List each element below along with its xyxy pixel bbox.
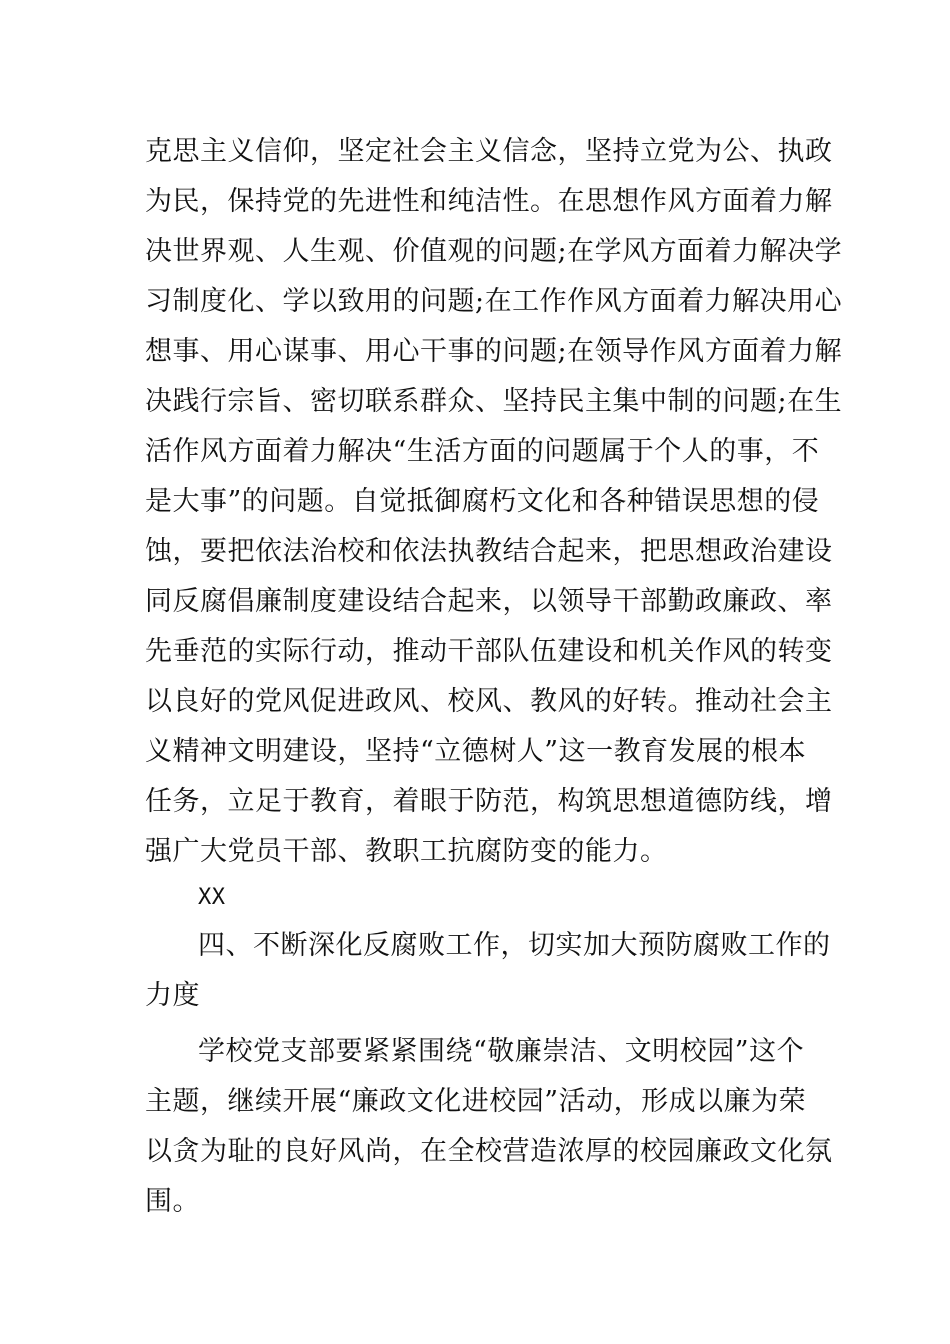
section-marker: XX — [198, 885, 226, 910]
paragraph-2-line: 围。 — [145, 1186, 200, 1217]
section-heading-line: 四、不断深化反腐败工作，切实加大预防腐败工作的 — [198, 930, 831, 961]
paragraph-1-line: 决践行宗旨、密切联系群众、坚持民主集中制的问题;在生 — [145, 386, 843, 417]
paragraph-1-line: 想事、用心谋事、用心干事的问题;在领导作风方面着力解 — [145, 336, 843, 367]
paragraph-1-line: 为民，保持党的先进性和纯洁性。在思想作风方面着力解 — [145, 186, 833, 217]
paragraph-1-line: 义精神文明建设，坚持“立德树人”这一教育发展的根本 — [145, 736, 807, 767]
section-heading-line: 力度 — [145, 980, 200, 1011]
paragraph-2-line: 学校党支部要紧紧围绕“敬廉崇洁、文明校园”这个 — [198, 1036, 805, 1067]
paragraph-1-line: 以良好的党风促进政风、校风、教风的好转。推动社会主 — [145, 686, 833, 717]
paragraph-1-line: 活作风方面着力解决“生活方面的问题属于个人的事，不 — [145, 436, 820, 467]
paragraph-1-line: 是大事”的问题。自觉抵御腐朽文化和各种错误思想的侵 — [145, 486, 820, 517]
paragraph-1-line: 决世界观、人生观、价值观的问题;在学风方面着力解决学 — [145, 236, 843, 267]
paragraph-1-line: 任务，立足于教育，着眼于防范，构筑思想道德防线，增 — [145, 786, 833, 817]
paragraph-1-line: 强广大党员干部、教职工抗腐防变的能力。 — [145, 836, 668, 867]
paragraph-1-line: 先垂范的实际行动，推动干部队伍建设和机关作风的转变 — [145, 636, 833, 667]
paragraph-1-line: 同反腐倡廉制度建设结合起来，以领导干部勤政廉政、率 — [145, 586, 833, 617]
paragraph-1-line: 蚀，要把依法治校和依法执教结合起来，把思想政治建设 — [145, 536, 833, 567]
paragraph-1-line: 克思主义信仰，坚定社会主义信念，坚持立党为公、执政 — [145, 136, 833, 167]
paragraph-2-line: 以贪为耻的良好风尚，在全校营造浓厚的校园廉政文化氛 — [145, 1136, 833, 1167]
paragraph-1-line: 习制度化、学以致用的问题;在工作作风方面着力解决用心 — [145, 286, 843, 317]
paragraph-2-line: 主题，继续开展“廉政文化进校园”活动，形成以廉为荣 — [145, 1086, 807, 1117]
